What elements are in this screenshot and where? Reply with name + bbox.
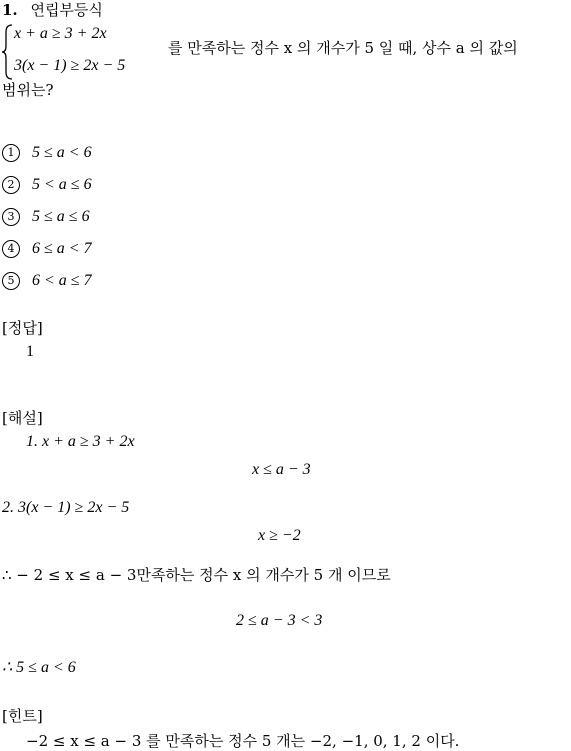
- solution-step-3: ∴ − 2 ≤ x ≤ a − 3만족하는 정수 x 의 개수가 5 개 이므로: [2, 566, 391, 584]
- option-mark-2: 2: [2, 176, 20, 194]
- system-brace-icon: [2, 24, 14, 80]
- answer-label: [정답]: [2, 319, 43, 337]
- solution-step-1: 1. x + a ≥ 3 + 2x: [26, 433, 135, 450]
- option-text-4: 6 ≤ a < 7: [32, 240, 92, 257]
- answer-value: 1: [26, 343, 34, 360]
- solution-final: ∴ 5 ≤ a < 6: [2, 659, 76, 676]
- solution-result-2: x ≥ −2: [258, 527, 301, 544]
- option-1[interactable]: [2, 142, 92, 163]
- hint-label: [힌트]: [2, 707, 43, 725]
- solution-result-3: 2 ≤ a − 3 < 3: [236, 612, 323, 629]
- option-4[interactable]: [2, 238, 92, 259]
- question-header: [2, 0, 103, 20]
- inequality-2: 3(x − 1) ≥ 2x − 5: [14, 57, 126, 74]
- option-text-1: 5 ≤ a < 6: [32, 144, 92, 161]
- option-text-2: 5 < a ≤ 6: [32, 176, 92, 193]
- option-5[interactable]: [2, 270, 92, 291]
- option-mark-1: 1: [2, 144, 20, 162]
- solution-result-1: x ≤ a − 3: [252, 461, 311, 478]
- hint-text: −2 ≤ x ≤ a − 3 를 만족하는 정수 5 개는 −2, −1, 0, 1, 2 이다.: [26, 732, 460, 750]
- inequality-1: x + a ≥ 3 + 2x: [14, 25, 107, 42]
- solution-step-2: 2. 3(x − 1) ≥ 2x − 5: [2, 499, 130, 516]
- option-mark-3: 3: [2, 208, 20, 226]
- question-number: 1.: [2, 1, 18, 19]
- question-title: 연립부등식: [30, 1, 103, 19]
- option-2[interactable]: [2, 174, 92, 195]
- question-stem: 를 만족하는 정수 x 의 개수가 5 일 때, 상수 a 의 값의: [168, 39, 518, 57]
- option-3[interactable]: [2, 206, 90, 227]
- option-text-5: 6 < a ≤ 7: [32, 272, 92, 289]
- solution-label: [해설]: [2, 409, 43, 427]
- option-mark-5: 5: [2, 272, 20, 290]
- question-stem-end: 범위는?: [2, 81, 54, 99]
- option-mark-4: 4: [2, 240, 20, 258]
- option-text-3: 5 ≤ a ≤ 6: [32, 208, 90, 225]
